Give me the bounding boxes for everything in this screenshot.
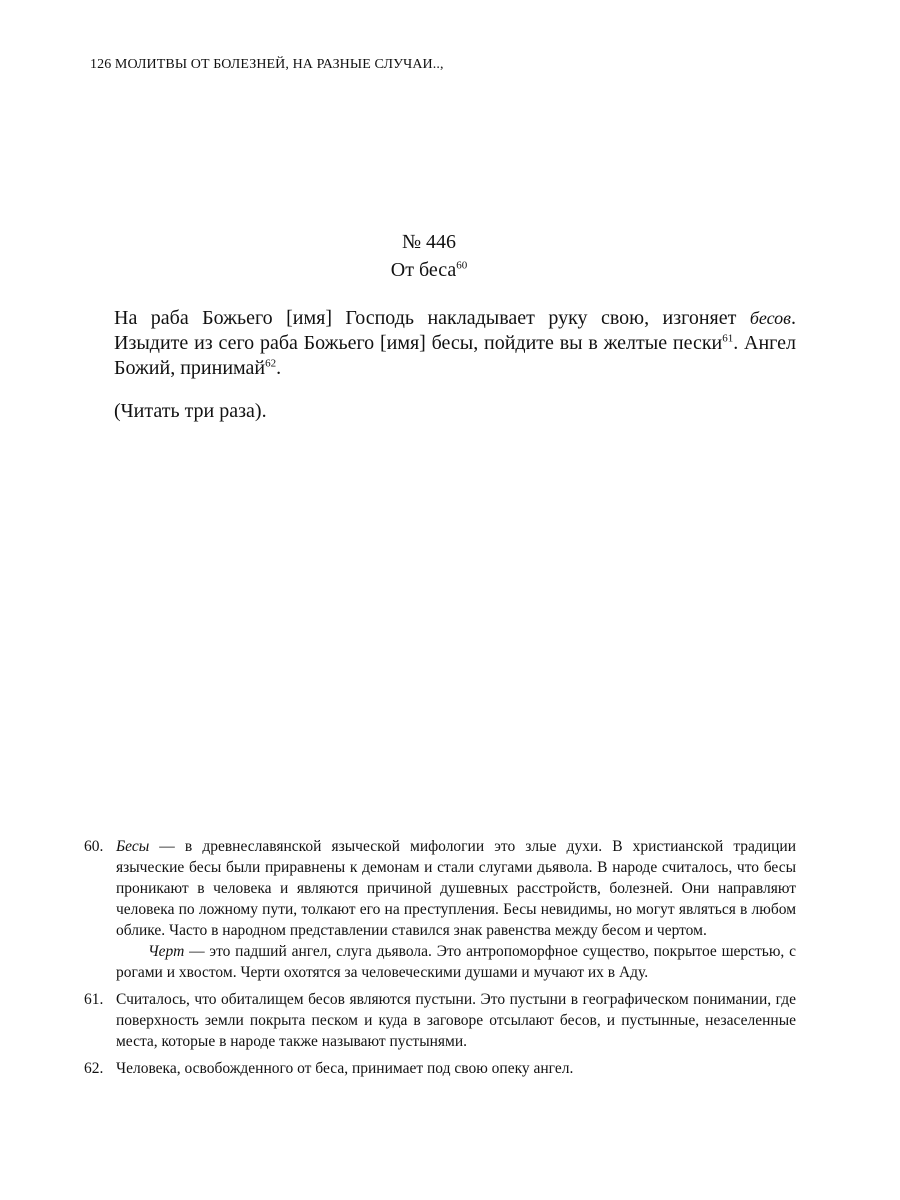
prayer-text-part: . Изыдите из сего раба Божьего [имя] бесы, пойдите вы в желтые пески	[114, 307, 796, 354]
footnote-61	[84, 989, 796, 1052]
footnote-ref-61[interactable]: 61	[722, 332, 734, 345]
footnote-text: — в древнеславянской языческой мифологии это злые духи. В христианской традиции языческие бесы были приравнены к демонам и стали слугами дьявола. В народе считалось, что бесы проникают в человека и являются причиной душевных расстройств, болезней. Они направляют человека по ложному пути, толкают его на преступления. Бесы невидимы, но могут являться в любом облике. Часто в народном представлении ставился знак равенства между бесом и чертом.	[116, 838, 796, 939]
footnote-number: 61.	[84, 991, 104, 1008]
prayer-text-part: На раба Божьего [имя] Господь накладывает руку свою, изгоняет	[114, 307, 750, 329]
footnote-text: Человека, освобожденного от беса, принимает под свою опеку ангел.	[116, 1060, 574, 1077]
footnote-paragraph	[116, 941, 796, 983]
footnote-number: 62.	[84, 1060, 104, 1077]
footnote-60	[84, 836, 796, 983]
footnote-text: — это падший ангел, слуга дьявола. Это антропоморфное существо, покрытое шерстью, с рогами и хвостом. Черти охотятся за человеческими душами и мучают их в Аду.	[116, 943, 796, 981]
prayer-text-part: . Ангел Божий, принимай	[114, 332, 796, 379]
footnote-ref-62[interactable]: 62	[265, 357, 277, 370]
footnotes-section	[84, 836, 796, 1079]
prayer-title	[0, 256, 858, 284]
prayer-italic-word: бесов	[749, 308, 791, 328]
footnote-term: Черт	[148, 943, 185, 960]
footnote-body	[116, 1058, 796, 1079]
prayer-title-text: От беса	[390, 259, 457, 281]
reading-instruction: (Читать три раза).	[114, 400, 267, 422]
prayer-text-part: .	[276, 357, 282, 379]
prayer-text	[114, 306, 796, 381]
footnote-paragraph	[116, 836, 796, 941]
footnote-body	[116, 836, 796, 983]
footnote-body	[116, 989, 796, 1052]
footnote-number: 60.	[84, 838, 104, 855]
prayer-title-block	[0, 228, 858, 284]
footnote-ref-60[interactable]: 60	[456, 259, 468, 272]
running-header: 126 МОЛИТВЫ ОТ БОЛЕЗНЕЙ, НА РАЗНЫЕ СЛУЧАИ..,	[90, 57, 444, 72]
footnote-text: Считалось, что обиталищем бесов являются пустыни. Это пустыни в географическом понимании, где поверхность земли покрыта песком и куда в заговоре отсылают бесов, и пустынные, незаселенные места, которые в народе также называют пустынями.	[116, 991, 796, 1050]
footnote-62	[84, 1058, 796, 1079]
prayer-number: № 446	[401, 231, 457, 253]
footnote-term: Бесы	[116, 838, 150, 855]
